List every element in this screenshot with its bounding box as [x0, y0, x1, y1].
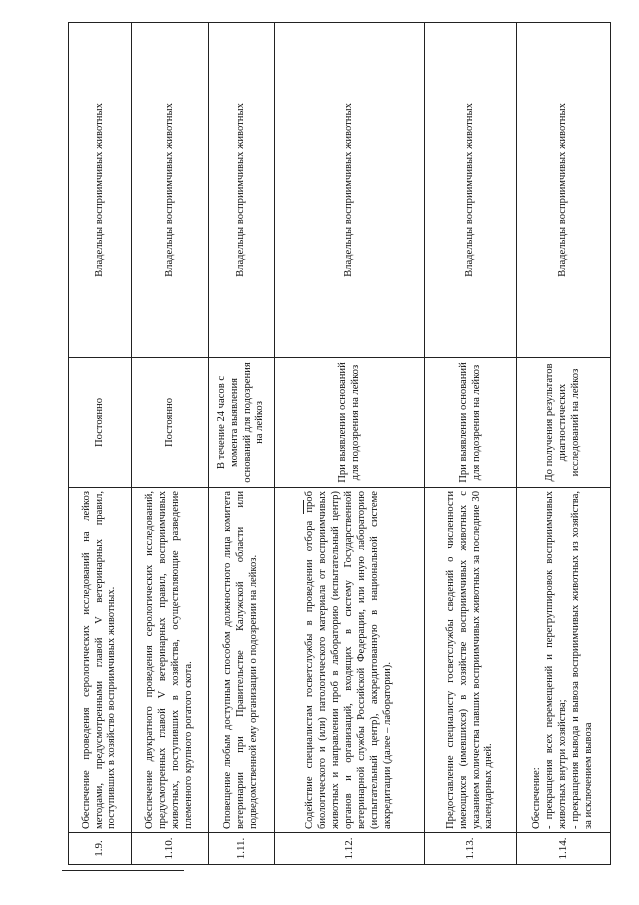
table-row	[275, 23, 425, 865]
measures-table	[68, 22, 611, 865]
rotated-table-wrapper	[68, 23, 610, 865]
table-row	[209, 23, 275, 865]
responsible-party: Владельцы восприимчивых животных	[209, 23, 275, 358]
measure-timing: Постоянно	[69, 358, 132, 488]
measure-timing: При выявлении оснований для подозрения на лейкоз	[425, 358, 517, 488]
table-row	[425, 23, 517, 865]
table-row	[132, 23, 209, 865]
footnote-separator	[62, 870, 184, 871]
measure-timing: При выявлении оснований для подозрения на лейкоз	[275, 358, 425, 488]
responsible-party: Владельцы восприимчивых животных	[425, 23, 517, 358]
row-number: 1.11.	[209, 833, 275, 865]
measure-description: Обеспечение проведения серологических исследований на лейкоз методами, предусмотренными главой V ветеринарных правил, поступивших в хозяйство восприимчивых животных.	[69, 488, 132, 833]
measure-description: Обеспечение двукратного проведения серологических исследований, предусмотренных главой V ветеринарных правил, восприимчивых животных, поступивших в хозяйства, осуществляющие разведение племенного крупного рогатого скота.	[132, 488, 209, 833]
measure-description: Предоставление специалисту госветслужбы сведений о численности имеющихся (имевшихся) в хозяйстве восприимчивых животных с указанием количества павших восприимчивых животных за последние 30 календарных дней.	[425, 488, 517, 833]
responsible-party: Владельцы восприимчивых животных	[69, 23, 132, 358]
measure-description: Содействие специалистам госветслужбы в проведении отбора проб биологического и (или) патологического материала от восприимчивых животных и направлении проб в лабораторию (испытательный центр) органов и организаций, входящих в систему Государственной ветеринарной службы Российской Федерации, или иную лабораторию (испытательный центр), аккредитованную в национальной системе аккредитации (далее – лаборатории).	[275, 488, 425, 833]
measure-timing: До получения результатов диагностических исследований на лейкоз	[517, 358, 611, 488]
measure-description-line: Обеспечение:	[531, 767, 543, 829]
measure-description-line: - прекращения вывода и вывоза восприимчивых животных из хозяйства, за исключением вывоза	[569, 491, 594, 829]
row-number: 1.12.	[275, 833, 425, 865]
measure-description: Оповещение любым доступным способом должностного лица комитета ветеринарии при Правительстве Калужской области или подведомственной ему организации о подозрении на лейкоз.	[209, 488, 275, 833]
measure-description	[517, 488, 611, 833]
table-row	[69, 23, 132, 865]
measure-timing: Постоянно	[132, 358, 209, 488]
responsible-party: Владельцы восприимчивых животных	[132, 23, 209, 358]
measure-timing: В течение 24 часов с момента выявления оснований для подозрения на лейкоз	[209, 358, 275, 488]
row-number: 1.13.	[425, 833, 517, 865]
table-row	[517, 23, 611, 865]
row-number: 1.9.	[69, 833, 132, 865]
responsible-party: Владельцы восприимчивых животных	[517, 23, 611, 358]
row-number: 1.14.	[517, 833, 611, 865]
responsible-party: Владельцы восприимчивых животных	[275, 23, 425, 358]
row-number: 1.10.	[132, 833, 209, 865]
measure-description-line: - прекращения всех перемещений и перегруппировок восприимчивых животных внутри хозяйства;	[544, 491, 569, 829]
